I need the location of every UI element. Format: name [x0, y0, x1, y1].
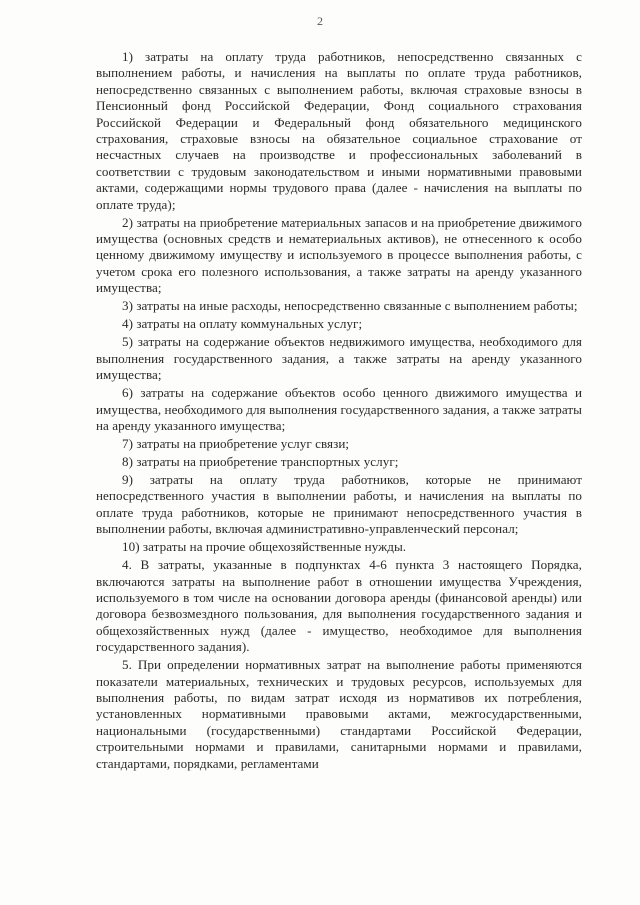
paragraph-item-8: 8) затраты на приобретение транспортных услуг;	[122, 453, 399, 469]
page-number: 2	[317, 14, 323, 28]
document-body	[96, 49, 582, 772]
paragraph-item-5: 5) затраты на содержание объектов недвижимого имущества, необходимого для выполнения государственного задания, а также затраты на аренду указанного имущества;	[96, 334, 582, 383]
paragraph-item-2: 2) затраты на приобретение материальных запасов и на приобретение движимого имущества (основных средств и нематериальных активов), не отнесенного к особо ценному движимому имуществу и используемого в процессе выполнения работы, с учетом срока его полезного использования, а также затраты на аренду указанного имущества;	[96, 214, 582, 296]
paragraph-item-7: 7) затраты на приобретение услуг связи;	[122, 435, 350, 451]
section-4-paragraph: 4. В затраты, указанные в подпунктах 4-6 пункта 3 настоящего Порядка, включаются затраты на выполнение работ в отношении имущества Учреждения, используемого в том числе на основании договора аренды (финансовой аренды) или договора безвозмездного пользования, для выполнения государственного задания и общехозяйственных нужд (далее - имущество, необходимое для выполнения государственного задания).	[96, 557, 582, 655]
paragraph-item-4: 4) затраты на оплату коммунальных услуг;	[122, 316, 363, 332]
section-5-paragraph: 5. При определении нормативных затрат на выполнение работы применяются показатели материальных, технических и трудовых ресурсов, используемых для выполнения работы, по видам затрат исходя из нормативов их потребления, установленных нормативными правовыми актами, межгосударственными, национальными (государственными) стандартами Российской Федерации, строительными нормами и правилами, санитарными нормами и правилами, стандартами, порядками, регламентами	[96, 657, 582, 771]
paragraph-item-9: 9) затраты на оплату труда работников, которые не принимают непосредственного участия в выполнении работы, и начисления на выплаты по оплате труда работников, которые не принимают непосредственного участия в выполнении работы, включая административно-управленческий персонал;	[96, 471, 582, 537]
paragraph-item-1: 1) затраты на оплату труда работников, непосредственно связанных с выполнением работы, и начисления на выплаты по оплате труда работников, непосредственно связанных с выполнением работы, включая страховые взносы в Пенсионный фонд Российской Федерации, Фонд социального страхования Российской Федерации и Федеральный фонд обязательного медицинского страхования, страховые взносы на обязательное социальное страхование от несчастных случаев на производстве и профессиональных заболеваний в соответствии с трудовым законодательством и иными нормативными правовыми актами, содержащими нормы трудового права (далее - начисления на выплаты по оплате труда);	[96, 49, 582, 212]
paragraph-item-10: 10) затраты на прочие общехозяйственные нужды.	[122, 539, 407, 555]
paragraph-item-3: 3) затраты на иные расходы, непосредственно связанные с выполнением работы;	[122, 298, 578, 314]
paragraph-item-6: 6) затраты на содержание объектов особо ценного движимого имущества и имущества, необходимого для выполнения государственного задания, а также затраты на аренду указанного имущества;	[96, 385, 582, 433]
